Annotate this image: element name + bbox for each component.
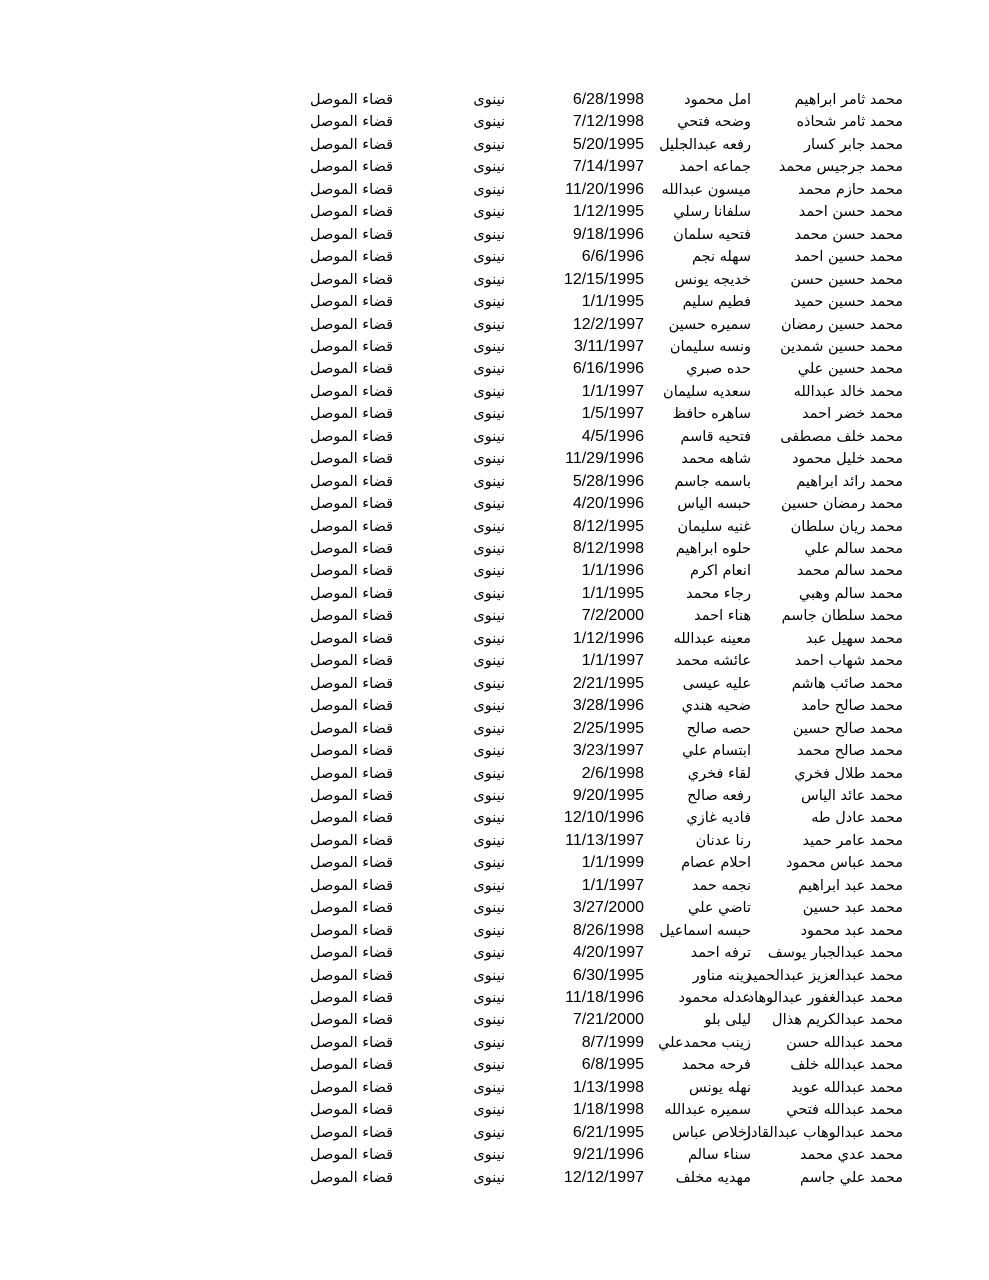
person-name: محمد حسن احمد bbox=[798, 204, 903, 221]
mother-name: سعديه سليمان bbox=[663, 383, 751, 400]
governorate: نينوى bbox=[473, 945, 505, 962]
governorate: نينوى bbox=[473, 361, 505, 378]
governorate: نينوى bbox=[473, 585, 505, 602]
birth-date: 12/10/1996 bbox=[563, 809, 644, 827]
birth-date: 1/12/1996 bbox=[572, 629, 644, 647]
birth-date: 1/5/1997 bbox=[581, 405, 644, 423]
person-name: محمد عبدالوهاب عبدالقادر bbox=[744, 1124, 903, 1141]
table-row bbox=[0, 718, 989, 740]
mother-name: سناء سالم bbox=[687, 1147, 751, 1164]
district: قضاء الموصل bbox=[310, 271, 393, 288]
district: قضاء الموصل bbox=[310, 990, 393, 1006]
mother-name: ترفه احمد bbox=[690, 945, 751, 962]
district: قضاء الموصل bbox=[310, 675, 393, 692]
governorate: نينوى bbox=[473, 338, 505, 355]
district: قضاء الموصل bbox=[310, 114, 393, 131]
person-name: محمد رمضان حسين bbox=[780, 496, 903, 513]
person-name: محمد حسين شمدين bbox=[780, 338, 903, 355]
person-name: محمد عبد حسين bbox=[802, 900, 903, 917]
governorate: نينوى bbox=[473, 743, 505, 760]
birth-date: 1/18/1998 bbox=[572, 1101, 644, 1119]
person-name: محمد ثامر ابراهيم bbox=[794, 92, 903, 108]
birth-date: 4/5/1996 bbox=[581, 427, 644, 445]
person-name: محمد حسين حميد bbox=[794, 294, 903, 311]
mother-name: حلوه ابراهيم bbox=[675, 541, 751, 557]
birth-date: 1/1/1997 bbox=[581, 652, 644, 670]
birth-date: 6/16/1996 bbox=[572, 360, 644, 378]
district: قضاء الموصل bbox=[310, 720, 393, 737]
governorate: نينوى bbox=[473, 294, 505, 311]
district: قضاء الموصل bbox=[310, 855, 393, 872]
person-name: محمد خضر احمد bbox=[802, 406, 903, 423]
governorate: نينوى bbox=[473, 451, 505, 468]
mother-name: فتحيه قاسم bbox=[680, 428, 751, 445]
person-name: محمد صالح حسين bbox=[792, 720, 903, 737]
table-row bbox=[0, 763, 989, 785]
district: قضاء الموصل bbox=[310, 743, 393, 760]
governorate: نينوى bbox=[473, 1079, 505, 1096]
governorate: نينوى bbox=[473, 787, 505, 804]
table-row bbox=[0, 1144, 989, 1166]
mother-name: فاديه غازي bbox=[686, 810, 751, 827]
governorate: نينوى bbox=[473, 1057, 505, 1074]
governorate: نينوى bbox=[473, 271, 505, 288]
mother-name: عائشه محمد bbox=[675, 653, 751, 670]
mother-name: زينب محمدعلي bbox=[658, 1034, 751, 1051]
mother-name: رفعه عبدالجليل bbox=[659, 136, 751, 153]
table-row bbox=[0, 336, 989, 358]
mother-name: ليلى بلو bbox=[704, 1012, 751, 1029]
birth-date: 1/1/1997 bbox=[581, 382, 644, 400]
person-name: محمد جرجيس محمد bbox=[778, 159, 903, 176]
district: قضاء الموصل bbox=[310, 653, 393, 670]
mother-name: فتحيه سلمان bbox=[673, 226, 751, 243]
birth-date: 7/2/2000 bbox=[581, 607, 644, 625]
district: قضاء الموصل bbox=[310, 1147, 393, 1164]
person-name: محمد عدي محمد bbox=[799, 1147, 903, 1164]
person-name: محمد عبدالجبار يوسف bbox=[767, 945, 903, 962]
district: قضاء الموصل bbox=[310, 1034, 393, 1051]
birth-date: 3/23/1997 bbox=[572, 742, 644, 760]
birth-date: 6/6/1996 bbox=[581, 248, 644, 266]
person-name: محمد ثامر شحاذه bbox=[796, 114, 903, 131]
governorate: نينوى bbox=[473, 1147, 505, 1164]
table-row bbox=[0, 381, 989, 403]
mother-name: حده صبري bbox=[686, 361, 751, 378]
birth-date: 3/27/2000 bbox=[572, 899, 644, 917]
governorate: نينوى bbox=[473, 496, 505, 513]
mother-name: انعام اكرم bbox=[690, 563, 751, 580]
district: قضاء الموصل bbox=[310, 967, 393, 984]
table-row bbox=[0, 673, 989, 695]
mother-name: ونسه سليمان bbox=[669, 338, 751, 355]
person-name: محمد طلال فخري bbox=[794, 765, 903, 782]
district: قضاء الموصل bbox=[310, 922, 393, 939]
mother-name: مهديه مخلف bbox=[675, 1169, 751, 1186]
birth-date: 1/1/1996 bbox=[581, 562, 644, 580]
mother-name: رنا عدنان bbox=[695, 832, 751, 849]
mother-name: ميسون عبدالله bbox=[661, 181, 751, 198]
table-row bbox=[0, 583, 989, 605]
district: قضاء الموصل bbox=[310, 945, 393, 962]
person-name: محمد عبدالله خلف bbox=[790, 1057, 903, 1074]
table-row bbox=[0, 1167, 989, 1189]
person-name: محمد سهيل عبد bbox=[805, 630, 903, 647]
district: قضاء الموصل bbox=[310, 877, 393, 894]
birth-date: 12/15/1995 bbox=[563, 270, 644, 288]
mother-name: سلفانا رسلي bbox=[673, 204, 751, 221]
person-name: محمد حسين رمضان bbox=[780, 316, 903, 333]
mother-name: رجاء محمد bbox=[686, 585, 751, 602]
governorate: نينوى bbox=[473, 1012, 505, 1029]
governorate: نينوى bbox=[473, 698, 505, 715]
mother-name: نجمه حمد bbox=[691, 877, 751, 894]
district: قضاء الموصل bbox=[310, 698, 393, 715]
birth-date: 3/28/1996 bbox=[572, 697, 644, 715]
table-row bbox=[0, 291, 989, 313]
table-row bbox=[0, 134, 989, 156]
table-row bbox=[0, 471, 989, 493]
mother-name: باسمه جاسم bbox=[674, 473, 751, 490]
mother-name: جماعه احمد bbox=[679, 159, 751, 176]
table-row bbox=[0, 1009, 989, 1031]
birth-date: 1/13/1998 bbox=[572, 1078, 644, 1096]
district: قضاء الموصل bbox=[310, 249, 393, 266]
district: قضاء الموصل bbox=[310, 810, 393, 827]
birth-date: 9/20/1995 bbox=[572, 786, 644, 804]
mother-name: غنيه سليمان bbox=[677, 518, 751, 535]
district: قضاء الموصل bbox=[310, 204, 393, 221]
district: قضاء الموصل bbox=[310, 473, 393, 490]
governorate: نينوى bbox=[473, 563, 505, 580]
mother-name: ابتسام علي bbox=[682, 743, 751, 760]
governorate: نينوى bbox=[473, 832, 505, 849]
governorate: نينوى bbox=[473, 990, 505, 1006]
governorate: نينوى bbox=[473, 249, 505, 266]
birth-date: 1/12/1995 bbox=[572, 203, 644, 221]
mother-name: حبسه اسماعيل bbox=[659, 922, 751, 939]
table-row bbox=[0, 246, 989, 268]
table-row bbox=[0, 987, 989, 1009]
district: قضاء الموصل bbox=[310, 226, 393, 243]
mother-name: لقاء فخري bbox=[687, 765, 751, 782]
birth-date: 1/1/1999 bbox=[581, 854, 644, 872]
person-name: محمد عبد ابراهيم bbox=[798, 877, 903, 894]
mother-name: معينه عبدالله bbox=[673, 630, 751, 647]
person-name: محمد حسن محمد bbox=[794, 226, 903, 243]
district: قضاء الموصل bbox=[310, 338, 393, 355]
governorate: نينوى bbox=[473, 518, 505, 535]
person-name: محمد صالح حامد bbox=[801, 698, 903, 715]
governorate: نينوى bbox=[473, 765, 505, 782]
district: قضاء الموصل bbox=[310, 563, 393, 580]
birth-date: 7/21/2000 bbox=[572, 1011, 644, 1029]
district: قضاء الموصل bbox=[310, 316, 393, 333]
birth-date: 8/7/1999 bbox=[581, 1033, 644, 1051]
district: قضاء الموصل bbox=[310, 428, 393, 445]
table-row bbox=[0, 493, 989, 515]
person-name: محمد عادل طه bbox=[811, 810, 903, 827]
birth-date: 4/20/1996 bbox=[572, 495, 644, 513]
birth-date: 9/18/1996 bbox=[572, 225, 644, 243]
person-name: محمد حسين حسن bbox=[790, 271, 903, 288]
table-row bbox=[0, 403, 989, 425]
person-name: محمد عباس محمود bbox=[786, 855, 903, 872]
person-name: محمد علي جاسم bbox=[799, 1169, 903, 1186]
table-row bbox=[0, 852, 989, 874]
governorate: نينوى bbox=[473, 383, 505, 400]
governorate: نينوى bbox=[473, 114, 505, 131]
mother-name: زينه مناور bbox=[692, 967, 751, 984]
birth-date: 11/18/1996 bbox=[565, 989, 644, 1006]
table-row bbox=[0, 538, 989, 560]
person-name: محمد حسين علي bbox=[797, 361, 903, 378]
mother-name: هناء احمد bbox=[694, 608, 751, 625]
birth-date: 1/1/1997 bbox=[581, 876, 644, 894]
person-name: محمد سالم علي bbox=[804, 541, 903, 557]
governorate: نينوى bbox=[473, 92, 505, 108]
governorate: نينوى bbox=[473, 810, 505, 827]
birth-date: 6/8/1995 bbox=[581, 1056, 644, 1074]
table-row bbox=[0, 942, 989, 964]
governorate: نينوى bbox=[473, 855, 505, 872]
governorate: نينوى bbox=[473, 1124, 505, 1141]
governorate: نينوى bbox=[473, 473, 505, 490]
governorate: نينوى bbox=[473, 316, 505, 333]
birth-date: 11/29/1996 bbox=[565, 450, 644, 468]
governorate: نينوى bbox=[473, 900, 505, 917]
table-row bbox=[0, 560, 989, 582]
person-name: محمد سلطان جاسم bbox=[781, 608, 903, 625]
table-row bbox=[0, 1054, 989, 1076]
table-row bbox=[0, 201, 989, 223]
district: قضاء الموصل bbox=[310, 900, 393, 917]
mother-name: ضحيه هندي bbox=[681, 698, 751, 715]
person-name: محمد جابر كسار bbox=[803, 136, 903, 153]
table-row bbox=[0, 269, 989, 291]
table-row bbox=[0, 807, 989, 829]
birth-date: 6/21/1995 bbox=[572, 1123, 644, 1141]
person-name: محمد عبدالغفور عبدالوهاد bbox=[747, 990, 903, 1006]
governorate: نينوى bbox=[473, 226, 505, 243]
mother-name: احلام عصام bbox=[681, 855, 751, 872]
mother-name: شاهه محمد bbox=[681, 451, 751, 468]
table-row bbox=[0, 1099, 989, 1121]
district: قضاء الموصل bbox=[310, 585, 393, 602]
district: قضاء الموصل bbox=[310, 181, 393, 198]
mother-name: امل محمود bbox=[684, 92, 751, 108]
mother-name: تاضي علي bbox=[688, 900, 751, 917]
person-name: محمد ريان سلطان bbox=[790, 518, 903, 535]
birth-date: 5/20/1995 bbox=[572, 135, 644, 153]
table-row bbox=[0, 358, 989, 380]
person-name: محمد عامر حميد bbox=[802, 832, 903, 849]
mother-name: نهله يونس bbox=[689, 1079, 751, 1096]
table-row bbox=[0, 516, 989, 538]
table-row bbox=[0, 965, 989, 987]
mother-name: خديجه يونس bbox=[674, 271, 751, 288]
table-row bbox=[0, 1077, 989, 1099]
district: قضاء الموصل bbox=[310, 451, 393, 468]
governorate: نينوى bbox=[473, 1169, 505, 1186]
governorate: نينوى bbox=[473, 967, 505, 984]
birth-date: 7/14/1997 bbox=[572, 158, 644, 176]
person-name: محمد عبدالعزيز عبدالحميد bbox=[745, 967, 903, 984]
mother-name: اخلاص عباس bbox=[672, 1124, 751, 1141]
district: قضاء الموصل bbox=[310, 787, 393, 804]
district: قضاء الموصل bbox=[310, 136, 393, 153]
district: قضاء الموصل bbox=[310, 630, 393, 647]
table-row bbox=[0, 156, 989, 178]
governorate: نينوى bbox=[473, 428, 505, 445]
birth-date: 2/25/1995 bbox=[572, 719, 644, 737]
table-row bbox=[0, 830, 989, 852]
table-row bbox=[0, 628, 989, 650]
governorate: نينوى bbox=[473, 675, 505, 692]
person-name: محمد خليل محمود bbox=[792, 451, 903, 468]
table-row bbox=[0, 89, 989, 111]
governorate: نينوى bbox=[473, 204, 505, 221]
birth-date: 6/28/1998 bbox=[572, 91, 644, 108]
table-row bbox=[0, 1122, 989, 1144]
person-name: محمد عبدالكريم هذال bbox=[772, 1012, 903, 1029]
birth-date: 4/20/1997 bbox=[572, 944, 644, 962]
table-row bbox=[0, 448, 989, 470]
mother-name: سميره عبدالله bbox=[664, 1102, 751, 1119]
birth-date: 11/20/1996 bbox=[565, 180, 644, 198]
district: قضاء الموصل bbox=[310, 1124, 393, 1141]
birth-date: 12/12/1997 bbox=[563, 1168, 644, 1186]
mother-name: ساهره حافظ bbox=[672, 406, 751, 423]
table-row bbox=[0, 314, 989, 336]
birth-date: 12/2/1997 bbox=[572, 315, 644, 333]
district: قضاء الموصل bbox=[310, 1169, 393, 1186]
district: قضاء الموصل bbox=[310, 294, 393, 311]
mother-name: عليه عيسى bbox=[682, 675, 751, 692]
birth-date: 3/11/1997 bbox=[574, 337, 644, 355]
governorate: نينوى bbox=[473, 406, 505, 423]
birth-date: 7/12/1998 bbox=[572, 113, 644, 131]
person-name: محمد رائد ابراهيم bbox=[796, 473, 903, 490]
mother-name: حبسه الياس bbox=[677, 496, 751, 513]
governorate: نينوى bbox=[473, 653, 505, 670]
person-name: محمد حازم محمد bbox=[798, 181, 903, 198]
district: قضاء الموصل bbox=[310, 159, 393, 176]
birth-date: 9/21/1996 bbox=[572, 1146, 644, 1164]
mother-name: حصه صالح bbox=[686, 720, 751, 737]
district: قضاء الموصل bbox=[310, 608, 393, 625]
person-name: محمد سالم محمد bbox=[796, 563, 903, 580]
birth-date: 8/12/1995 bbox=[572, 517, 644, 535]
table-row bbox=[0, 920, 989, 942]
district: قضاء الموصل bbox=[310, 1057, 393, 1074]
mother-name: سميره حسين bbox=[668, 316, 751, 333]
governorate: نينوى bbox=[473, 877, 505, 894]
governorate: نينوى bbox=[473, 1102, 505, 1119]
birth-date: 1/1/1995 bbox=[581, 293, 644, 311]
district: قضاء الموصل bbox=[310, 496, 393, 513]
district: قضاء الموصل bbox=[310, 361, 393, 378]
table-row bbox=[0, 740, 989, 762]
district: قضاء الموصل bbox=[310, 832, 393, 849]
mother-name: رفعه صالح bbox=[687, 787, 751, 804]
district: قضاء الموصل bbox=[310, 541, 393, 557]
person-name: محمد عبدالله حسن bbox=[786, 1034, 903, 1051]
table-row bbox=[0, 605, 989, 627]
district: قضاء الموصل bbox=[310, 383, 393, 400]
birth-date: 8/26/1998 bbox=[572, 921, 644, 939]
table-row bbox=[0, 785, 989, 807]
birth-date: 6/30/1995 bbox=[572, 966, 644, 984]
mother-name: سهله نجم bbox=[691, 249, 751, 266]
mother-name: وضحه فتحي bbox=[677, 114, 751, 131]
table-row bbox=[0, 224, 989, 246]
governorate: نينوى bbox=[473, 720, 505, 737]
governorate: نينوى bbox=[473, 159, 505, 176]
person-name: محمد شهاب احمد bbox=[794, 653, 903, 670]
birth-date: 8/12/1998 bbox=[572, 540, 644, 557]
governorate: نينوى bbox=[473, 608, 505, 625]
governorate: نينوى bbox=[473, 1034, 505, 1051]
person-name: محمد صائب هاشم bbox=[791, 675, 903, 692]
district: قضاء الموصل bbox=[310, 1102, 393, 1119]
table-row bbox=[0, 875, 989, 897]
person-name: محمد عبد محمود bbox=[800, 922, 903, 939]
table-row bbox=[0, 695, 989, 717]
table-row bbox=[0, 179, 989, 201]
district: قضاء الموصل bbox=[310, 92, 393, 108]
governorate: نينوى bbox=[473, 541, 505, 557]
person-name: محمد خالد عبدالله bbox=[793, 383, 903, 400]
person-name: محمد عبدالله فتحي bbox=[786, 1102, 903, 1119]
governorate: نينوى bbox=[473, 922, 505, 939]
person-name: محمد حسين احمد bbox=[794, 249, 903, 266]
governorate: نينوى bbox=[473, 136, 505, 153]
table-row bbox=[0, 650, 989, 672]
table-row bbox=[0, 1032, 989, 1054]
mother-name: فطيم سليم bbox=[682, 294, 751, 311]
table-row bbox=[0, 897, 989, 919]
person-name: محمد عبدالله عويد bbox=[791, 1079, 903, 1096]
governorate: نينوى bbox=[473, 181, 505, 198]
mother-name: فرحه محمد bbox=[681, 1057, 751, 1074]
district: قضاء الموصل bbox=[310, 1079, 393, 1096]
birth-date: 1/1/1995 bbox=[581, 584, 644, 602]
person-name: محمد خلف مصطفى bbox=[780, 428, 903, 445]
district: قضاء الموصل bbox=[310, 518, 393, 535]
governorate: نينوى bbox=[473, 630, 505, 647]
person-name: محمد سالم وهبي bbox=[798, 585, 903, 602]
person-name: محمد صالح محمد bbox=[797, 743, 903, 760]
birth-date: 5/28/1996 bbox=[572, 472, 644, 490]
birth-date: 11/13/1997 bbox=[565, 831, 644, 849]
district: قضاء الموصل bbox=[310, 1012, 393, 1029]
table-row bbox=[0, 426, 989, 448]
table-row bbox=[0, 111, 989, 133]
birth-date: 2/21/1995 bbox=[572, 674, 644, 692]
birth-date: 2/6/1998 bbox=[581, 764, 644, 782]
mother-name: عدله محمود bbox=[678, 990, 751, 1006]
district: قضاء الموصل bbox=[310, 765, 393, 782]
person-name: محمد عائد الياس bbox=[801, 787, 903, 804]
district: قضاء الموصل bbox=[310, 406, 393, 423]
